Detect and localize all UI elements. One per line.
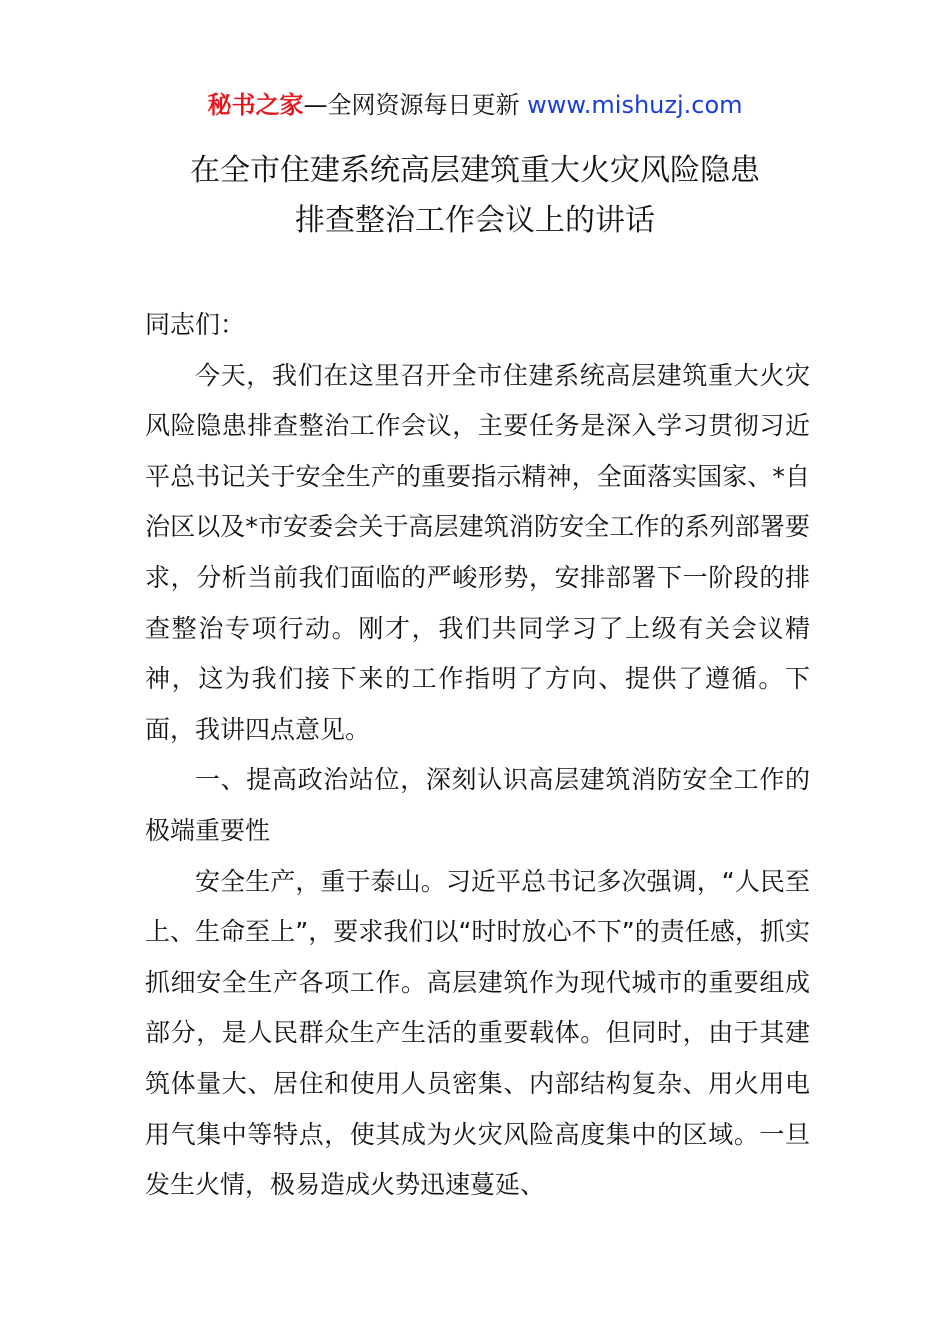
document-body bbox=[145, 300, 810, 1211]
site-tagline: 全网资源每日更新 bbox=[327, 91, 520, 119]
title-line-1: 在全市住建系统高层建筑重大火灾风险隐患 bbox=[190, 153, 760, 188]
paragraph-safety: 安全生产，重于泰山。习近平总书记多次强调，“人民至上、生命至上”，要求我们以“时时放心不下”的责任感，抓实抓细安全生产各项工作。高层建筑作为现代城市的重要组成部分，是人民群众生产生活的重要载体。但同时，由于其建筑体量大、居住和使用人员密集、内部结构复杂、用火用电用气集中等特点，使其成为火灾风险高度集中的区域。一旦发生火情，极易造成火势迅速蔓延、 bbox=[145, 866, 810, 1200]
salutation: 同志们： bbox=[145, 310, 246, 339]
header-separator: — bbox=[303, 91, 328, 119]
site-header bbox=[0, 88, 950, 122]
site-name: 秘书之家 bbox=[207, 91, 304, 119]
document-title bbox=[0, 146, 950, 246]
title-line-2: 排查整治工作会议上的讲话 bbox=[295, 203, 655, 238]
site-url-link[interactable]: www.mishuzj.com bbox=[527, 91, 743, 119]
paragraph-opening: 今天，我们在这里召开全市住建系统高层建筑重大火灾风险隐患排查整治工作会议，主要任务是深入学习贯彻习近平总书记关于安全生产的重要指示精神，全面落实国家、*自治区以及*市安委会关于高层建筑消防安全工作的系列部署要求，分析当前我们面临的严峻形势，安排部署下一阶段的排查整治专项行动。刚才，我们共同学习了上级有关会议精神，这为我们接下来的工作指明了方向、提供了遵循。下面，我讲四点意见。 bbox=[145, 360, 810, 744]
section-heading-1: 一、提高政治站位，深刻认识高层建筑消防安全工作的极端重要性 bbox=[145, 765, 810, 845]
